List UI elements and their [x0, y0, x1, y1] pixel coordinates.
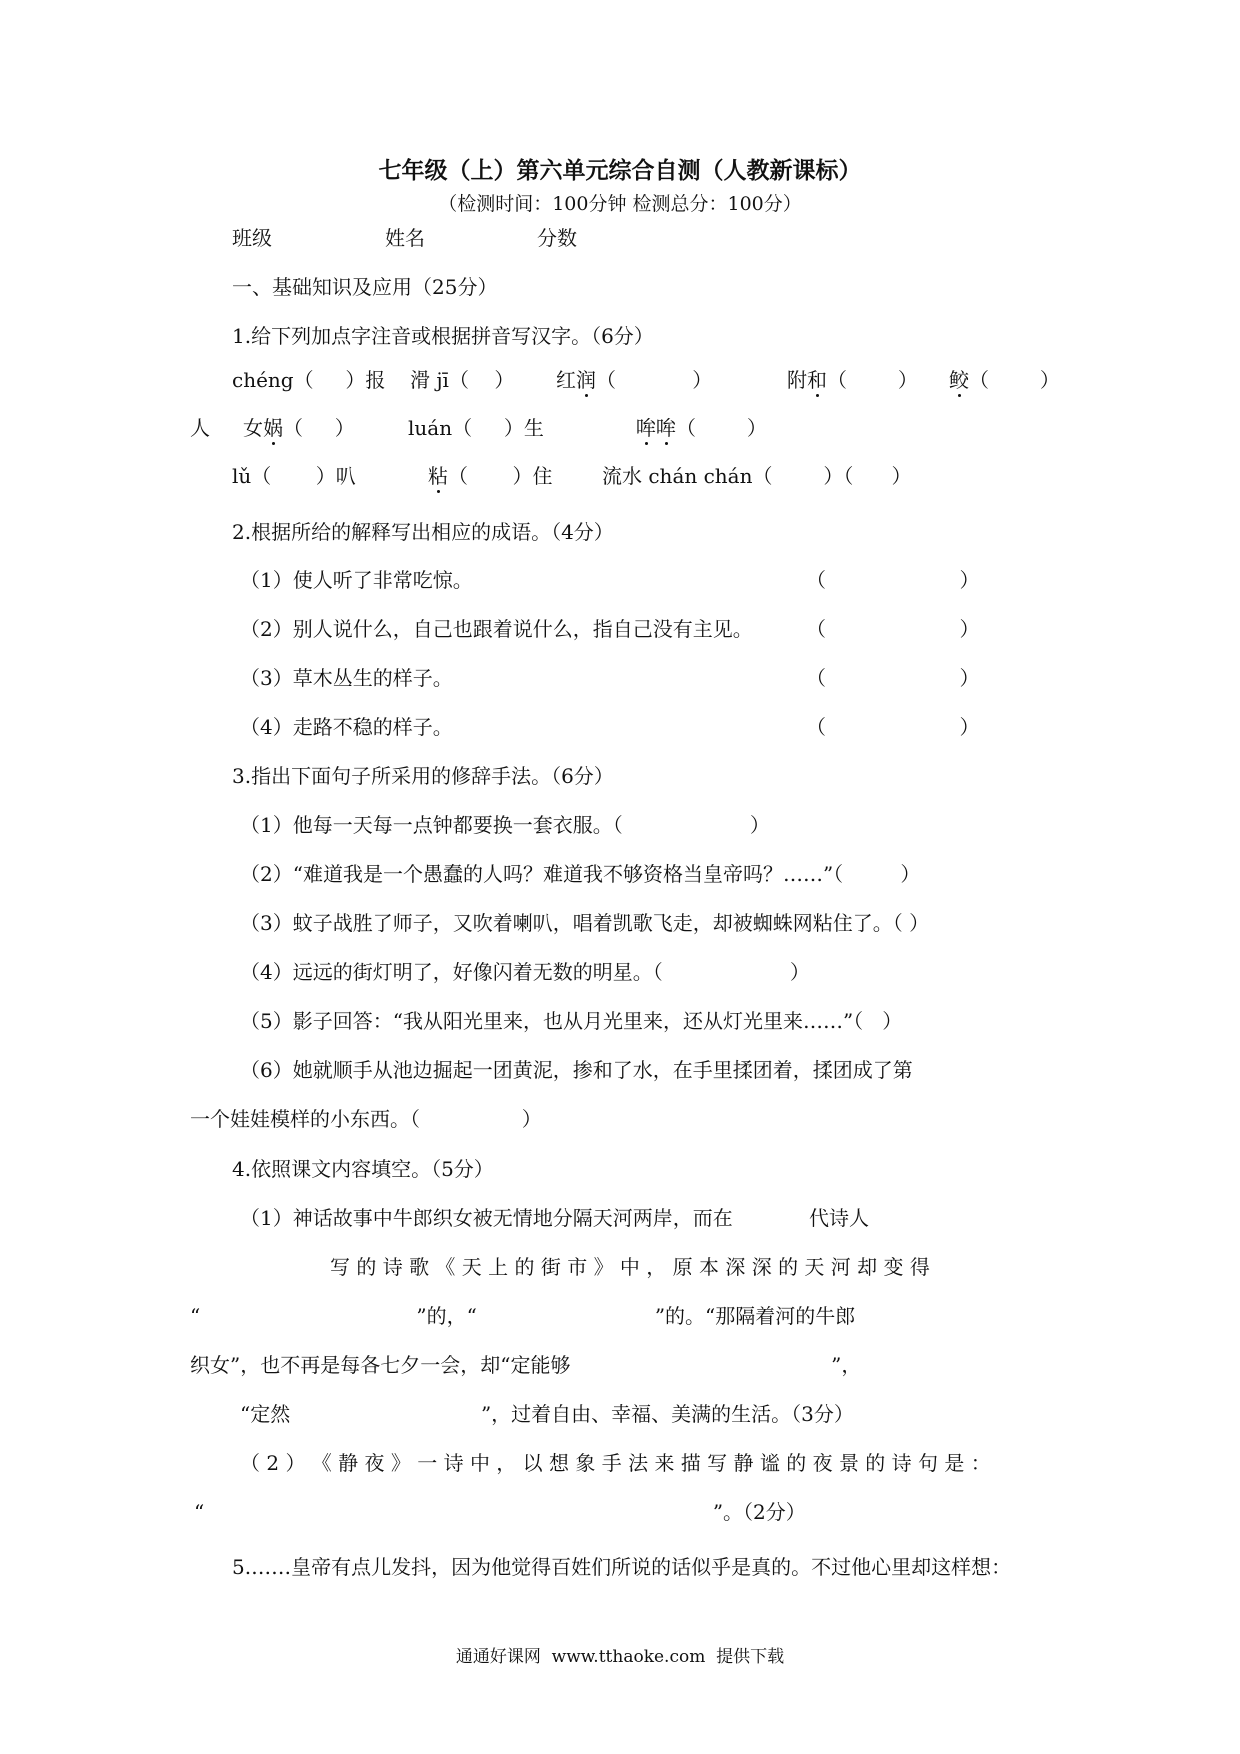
- q1-item: luán（ ）生: [408, 416, 544, 440]
- q3-item: （6）她就顺手从池边掘起一团黄泥，掺和了水，在手里揉团着，揉团成了第: [240, 1058, 913, 1082]
- q3-prompt: 3.指出下面句子所采用的修辞手法。（6分）: [232, 764, 614, 788]
- q4-line: （ 2 ） 《 静 夜 》 一 诗 中 ， 以 想 象 手 法 来 描 写 静 谧 的 夜 景 的 诗 句 是 ：: [240, 1451, 991, 1475]
- q4-line: 写 的 诗 歌 《 天 上 的 街 市 》 中 ， 原 本 深 深 的 天 河 却 变 得: [330, 1255, 930, 1279]
- q1-char: 附: [787, 368, 807, 392]
- q1-blank: （ ）: [596, 368, 713, 392]
- score-label: 分数: [537, 226, 577, 250]
- q2-answer-blank: （ ）: [806, 666, 980, 690]
- q1-dotted-char: 娲: [263, 416, 283, 440]
- q1-dotted-char: 润: [576, 368, 596, 392]
- q2-item: （2）别人说什么，自己也跟着说什么，指自己没有主见。: [240, 617, 753, 641]
- page-subtitle: （检测时间：100分钟 检测总分：100分）: [438, 193, 802, 215]
- q1-blank: （ ）: [969, 368, 1060, 392]
- q1-dotted-char: 粘: [428, 464, 448, 488]
- q1-dotted-char: 哞: [656, 416, 676, 440]
- q2-prompt: 2.根据所给的解释写出相应的成语。（4分）: [232, 520, 614, 544]
- page-title: 七年级（上）第六单元综合自测（人教新课标）: [378, 158, 862, 184]
- q3-item-continued: 一个娃娃模样的小东西。（ ）: [190, 1107, 542, 1131]
- q4-line: “定然 ”，过着自由、幸福、美满的生活。（3分）: [240, 1402, 854, 1426]
- q3-item: （4）远远的街灯明了，好像闪着无数的明星。（ ）: [240, 960, 810, 984]
- q2-item: （3）草木丛生的样子。: [240, 666, 453, 690]
- q1-blank: （ ）住: [448, 464, 553, 488]
- q2-item: （4）走路不稳的样子。: [240, 715, 453, 739]
- q4-line: “ ”的，“ ”的。“那隔着河的牛郎: [190, 1304, 856, 1328]
- q4-line: “ ”。（2分）: [194, 1500, 806, 1524]
- q3-item: （3）蚊子战胜了师子，又吹着喇叭，唱着凯歌飞走，却被蜘蛛网粘住了。（ ）: [240, 911, 930, 935]
- q1-item: lǔ（ ）叭: [232, 464, 356, 488]
- q3-item: （1）他每一天每一点钟都要换一套衣服。（ ）: [240, 813, 770, 837]
- q1-item: 流水 chán chán（ ）（ ）: [602, 464, 912, 488]
- q1-dotted-char: 哞: [636, 416, 656, 440]
- q1-dotted-char: 和: [807, 368, 827, 392]
- name-label: 姓名: [385, 226, 425, 250]
- section-heading: 一、基础知识及应用（25分）: [232, 275, 498, 299]
- q4-line: 织女”，也不再是每各七夕一会，却“定能够 ”，: [190, 1353, 862, 1377]
- q2-answer-blank: （ ）: [806, 568, 980, 592]
- q1-blank: （ ）: [827, 368, 918, 392]
- q1-char: 女: [243, 416, 263, 440]
- q4-prompt: 4.依照课文内容填空。（5分）: [232, 1157, 494, 1181]
- q1-blank: （ ）: [676, 416, 767, 440]
- page-footer: 通通好课网 www.tthaoke.com 提供下载: [455, 1647, 785, 1667]
- q1-item: 滑 jī（ ）: [410, 368, 515, 392]
- q2-item: （1）使人听了非常吃惊。: [240, 568, 473, 592]
- q1-item: chéng（ ）报: [232, 368, 386, 392]
- q1-prompt: 1.给下列加点字注音或根据拼音写汉字。（6分）: [232, 324, 654, 348]
- q1-dotted-char: 鲛: [949, 368, 969, 392]
- q2-answer-blank: （ ）: [806, 715, 980, 739]
- q5-text: 5.……皇帝有点儿发抖，因为他觉得百姓们所说的话似乎是真的。不过他心里却这样想：: [232, 1555, 1012, 1579]
- q3-item: （5）影子回答：“我从阳光里来，也从月光里来，还从灯光里来……”（ ）: [240, 1009, 903, 1033]
- q1-blank: （ ）: [283, 416, 355, 440]
- class-label: 班级: [232, 226, 272, 250]
- q2-answer-blank: （ ）: [806, 617, 980, 641]
- q4-line: （1）神话故事中牛郎织女被无情地分隔天河两岸，而在 代诗人: [240, 1206, 870, 1230]
- q1-char: 红: [556, 368, 576, 392]
- q3-item: （2）“难道我是一个愚蠢的人吗？难道我不够资格当皇帝吗？……”（ ）: [240, 862, 921, 886]
- q1-char: 人: [190, 416, 210, 440]
